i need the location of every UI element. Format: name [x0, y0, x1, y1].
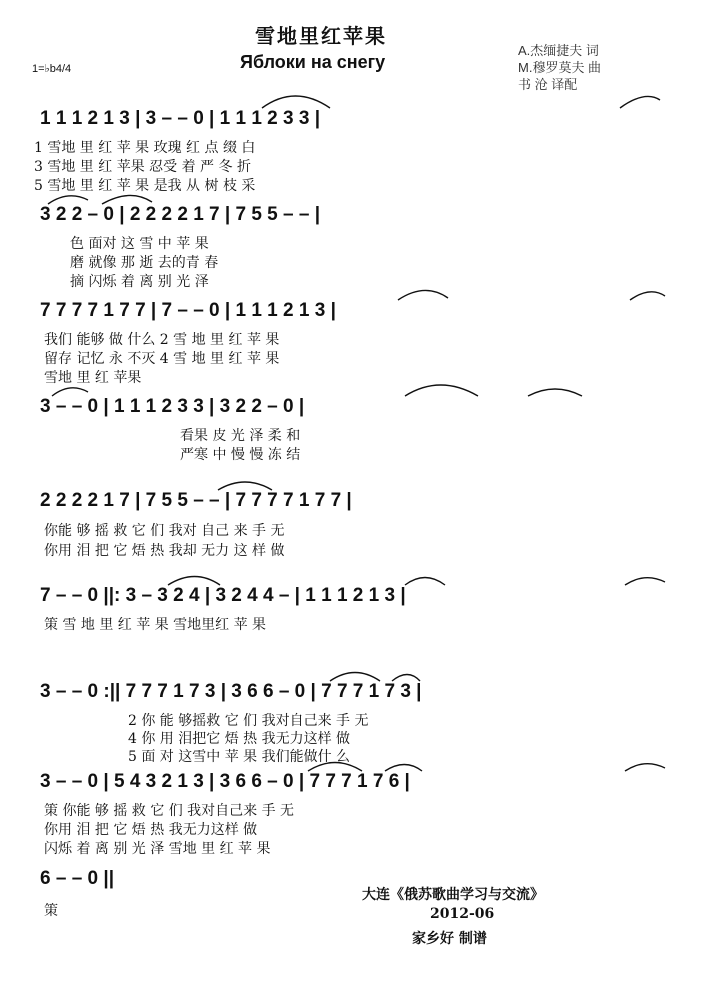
notation-line: 7 7 7 7 1 7 7 | 7 – – 0 | 1 1 1 2 1 3 |: [40, 300, 336, 321]
lyric-line: 你用 泪 把 它 焐 热 我却 无力 这 样 做: [44, 543, 285, 559]
lyric-line: 2 你 能 够摇救 它 们 我对自己来 手 无: [128, 713, 369, 729]
notation-line: 3 – – 0 :|| 7 7 7 1 7 3 | 3 6 6 – 0 | 7 7 7 1 7 3 |: [40, 681, 422, 702]
notation-line: 3 – – 0 | 5 4 3 2 1 3 | 3 6 6 – 0 | 7 7 7 1 7 6 |: [40, 771, 410, 792]
lyric-line: 磨 就像 那 逝 去的青 春: [70, 255, 219, 271]
notation-line: 7 – – 0 ||: 3 – 3 2 4 | 3 2 4 4 – | 1 1 1 2 1 3 |: [40, 585, 406, 606]
maker-credit: 家乡好 制谱: [412, 931, 487, 947]
notation-line: 2 2 2 2 1 7 | 7 5 5 – – | 7 7 7 7 1 7 7 |: [40, 490, 352, 511]
lyric-line: 闪烁 着 离 别 光 泽 雪地 里 红 苹 果: [44, 841, 271, 857]
lyric-line: 你能 够 摇 救 它 们 我对 自己 来 手 无: [44, 523, 285, 539]
lyric-line: 策 雪 地 里 红 苹 果 雪地里红 苹 果: [44, 617, 267, 633]
lyric-line: 留存 记忆 永 不灭 4 雪 地 里 红 苹 果: [44, 351, 280, 367]
lyric-line: 5 面 对 这雪中 苹 果 我们能做什 么: [128, 749, 351, 765]
notation-line: 3 – – 0 | 1 1 1 2 3 3 | 3 2 2 – 0 |: [40, 396, 305, 417]
source-credit: 大连《俄苏歌曲学习与交流》: [362, 887, 544, 903]
translator-credit: 书 沧 译配: [518, 77, 578, 92]
lyric-line: 5 雪地 里 红 苹 果 是我 从 树 枝 采: [34, 178, 256, 194]
date-label: 2012-06: [430, 906, 495, 922]
notation-line: 6 – – 0 ||: [40, 868, 115, 889]
lyricist-credit: A.杰缅捷夫 词: [518, 43, 599, 58]
lyric-line: 雪地 里 红 苹果: [44, 370, 142, 386]
lyric-line: 策: [44, 903, 58, 919]
key-signature: 1=♭b4/4: [32, 63, 72, 75]
lyric-line: 严寒 中 慢 慢 冻 结: [180, 447, 301, 463]
notation-line: 1 1 1 2 1 3 | 3 – – 0 | 1 1 1 2 3 3 |: [40, 108, 321, 129]
lyric-line: 色 面对 这 雪 中 苹 果: [70, 236, 209, 252]
lyric-line: 看果 皮 光 泽 柔 和: [180, 428, 301, 444]
notation-line: 3 2 2 – 0 | 2 2 2 2 1 7 | 7 5 5 – – |: [40, 204, 321, 225]
lyric-line: 1 雪地 里 红 苹 果 玫瑰 红 点 缀 白: [34, 140, 256, 156]
lyric-line: 策 你能 够 摇 救 它 们 我对自己来 手 无: [44, 803, 295, 819]
lyric-line: 4 你 用 泪把它 焐 热 我无力这样 做: [128, 731, 351, 747]
lyric-line: 3 雪地 里 红 苹果 忍受 着 严 冬 折: [34, 159, 251, 175]
lyric-line: 摘 闪烁 着 离 别 光 泽: [70, 274, 209, 290]
lyric-line: 你用 泪 把 它 焐 热 我无力这样 做: [44, 822, 258, 838]
composer-credit: M.穆罗莫夫 曲: [518, 60, 602, 75]
song-title-russian: Яблоки на снегу: [240, 52, 386, 72]
song-title-chinese: 雪地里红苹果: [255, 24, 387, 48]
lyric-line: 我们 能够 做 什么 2 雪 地 里 红 苹 果: [44, 332, 280, 348]
